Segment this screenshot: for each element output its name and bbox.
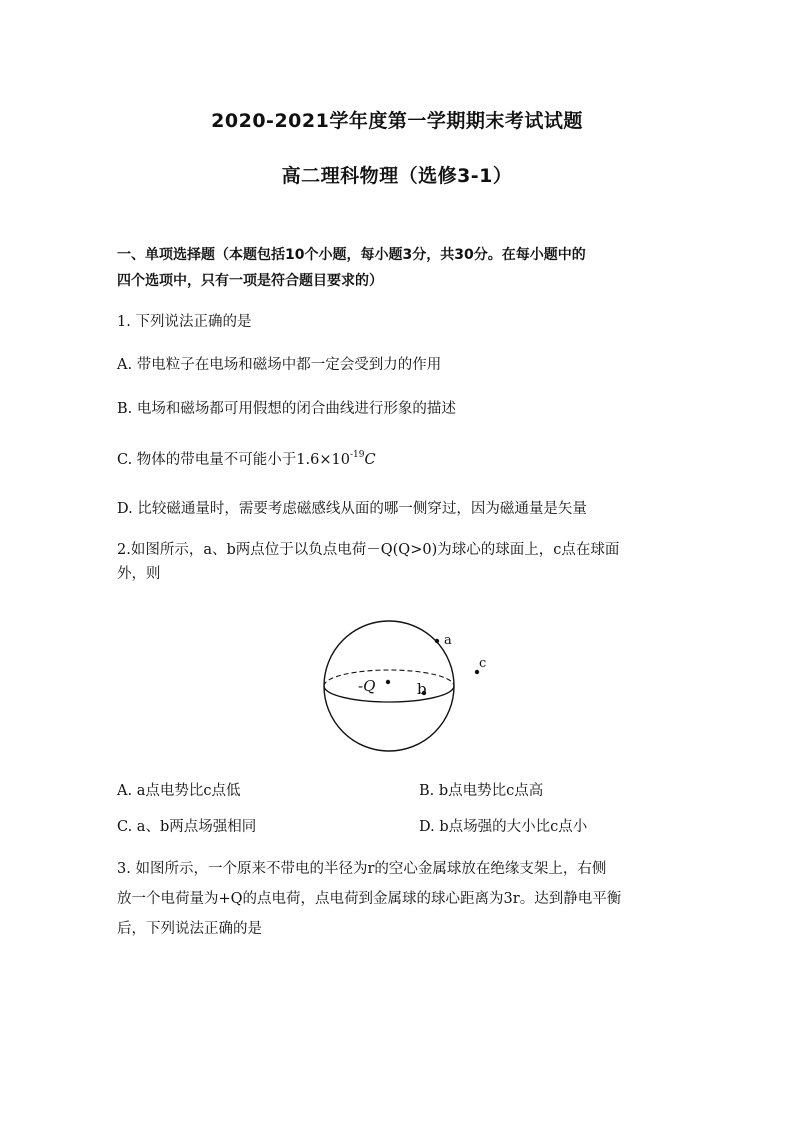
center-label: -Q (358, 677, 376, 695)
question-2-option-a: A. a点电势比c点低 (117, 783, 241, 799)
question-2-option-d: D. b点场强的大小比c点小 (419, 819, 588, 835)
point-a-dot (435, 639, 439, 643)
question-1-stem: 1. 下列说法正确的是 (117, 314, 252, 330)
question-3-line3: 后，下列说法正确的是 (117, 921, 262, 937)
option-c-exponent: -19 (349, 450, 365, 460)
section-heading-line1: 一、单项选择题（本题包括10个小题，每小题3分，共30分。在每小题中的 (117, 247, 586, 263)
question-2-stem-line2: 外，则 (117, 566, 161, 582)
label-b: b (417, 680, 427, 698)
center-charge-dot (386, 680, 390, 684)
equator-front (324, 686, 454, 702)
question-1-option-a: A. 带电粒子在电场和磁场中都一定会受到力的作用 (117, 357, 442, 373)
label-a: a (444, 633, 452, 648)
question-2-stem-line1: 2.如图所示，a、b两点位于以负点电荷－Q(Q>0)为球心的球面上，c点在球面 (117, 542, 620, 558)
question-3-line2: 放一个电荷量为+Q的点电荷，点电荷到金属球的球心距离为3r。达到静电平衡 (117, 891, 622, 907)
exam-title: 2020-2021学年度第一学期期末考试试题 (211, 110, 583, 132)
label-c: c (479, 656, 487, 671)
question-2-option-c: C. a、b两点场强相同 (117, 819, 257, 835)
question-1-option-d: D. 比较磁通量时，需要考虑磁感线从面的哪一侧穿过，因为磁通量是矢量 (117, 501, 587, 517)
question-1-option-b: B. 电场和磁场都可用假想的闭合曲线进行形象的描述 (117, 401, 456, 417)
question-3-line1: 3. 如图所示，一个原来不带电的半径为r的空心金属球放在绝缘支架上，右侧 (117, 861, 607, 877)
option-c-unit: C (364, 452, 376, 468)
exam-subtitle: 高二理科物理（选修3-1） (281, 165, 513, 187)
sphere-outline (324, 621, 454, 751)
question-2-option-b: B. b点电势比c点高 (419, 783, 544, 799)
option-c-text: C. 物体的带电量不可能小于1.6×10 (117, 452, 350, 468)
section-heading-line2: 四个选项中，只有一项是符合题目要求的） (117, 273, 383, 289)
